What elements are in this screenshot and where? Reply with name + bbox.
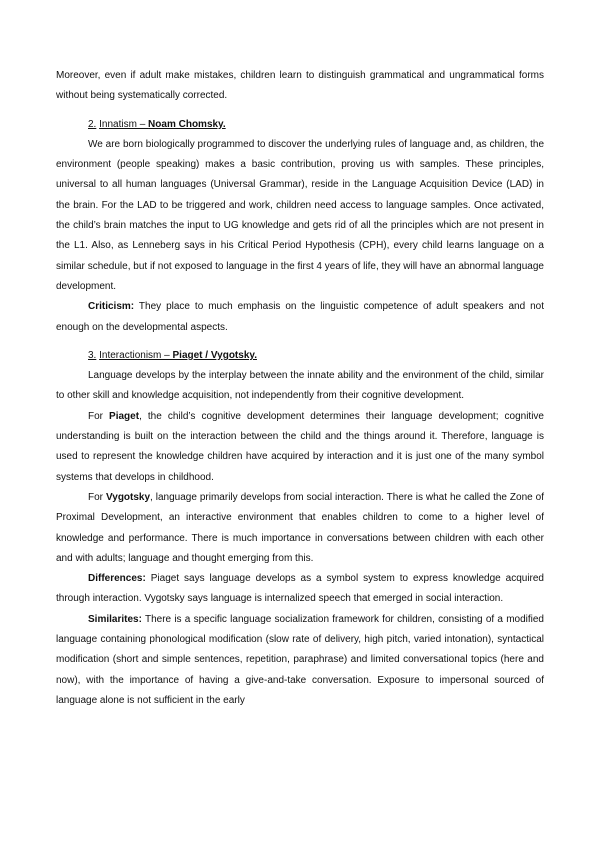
- section-3-number: 3.: [88, 349, 97, 361]
- section-2-title-author: Noam Chomsky.: [148, 118, 226, 130]
- section-3-heading: [56, 346, 544, 366]
- section-3-title: [99, 350, 257, 361]
- similarities-paragraph: [56, 610, 544, 711]
- document-body: [56, 66, 544, 711]
- vygotsky-text: , language primarily develops from social interaction. There is what he called the Zone of Proximal Development, an interactive environment that enables children to come to a higher level of knowledge and performance. There is much importance in conversations between children with each other and with adults; language and thought emerging from this.: [56, 491, 544, 564]
- criticism-paragraph: [56, 297, 544, 338]
- vygotsky-paragraph: [56, 488, 544, 569]
- piaget-name: Piaget: [109, 410, 140, 422]
- section-2-title: [99, 119, 226, 130]
- section-2-title-text: Innatism –: [99, 118, 149, 130]
- vygotsky-prefix: For: [88, 491, 106, 503]
- piaget-paragraph: [56, 407, 544, 488]
- criticism-text: They place to much emphasis on the linguistic competence of adult speakers and not enough on the developmental aspects.: [56, 301, 544, 333]
- interactionism-paragraph: Language develops by the interplay between the innate ability and the environment of the child, similar to other skill and knowledge acquisition, not independently from their cognitive development.: [56, 370, 544, 402]
- differences-paragraph: [56, 569, 544, 610]
- similarities-label: Similarites:: [88, 613, 142, 625]
- vygotsky-name: Vygotsky: [105, 491, 151, 503]
- differences-text: Piaget says language develops as a symbol system to express knowledge acquired through interaction. Vygotsky says language is internalized speech that emerged in social interaction.: [56, 573, 544, 605]
- innatism-paragraph: We are born biologically programmed to discover the underlying rules of language and, as children, the environment (people speaking) makes a basic contribution, proving us with samples. These principles, universal to all human languages (Universal Grammar), reside in the Language Acquisition Device (LAD) in the brain. For the LAD to be triggered and work, children need access to language samples. Once activated, the child’s brain matches the input to UG knowledge and gets rid of all the principles which are not present in the L1. Also, as Lenneberg says in his Critical Period Hypothesis (CPH), every child learns language on a similar schedule, but if not exposed to language in the first 4 years of life, they will have an abnormal language development.: [56, 138, 544, 292]
- section-2-number: 2.: [88, 118, 97, 130]
- differences-label: Differences:: [88, 573, 146, 585]
- section-2-heading: [56, 115, 544, 135]
- section-3-title-text: Interactionism –: [99, 349, 173, 361]
- similarities-text: There is a specific language socialization framework for children, consisting of a modified language containing phonological modification (slow rate of delivery, high pitch, varied intonation), syntactical modification (short and simple sentences, repetition, paraphrase) and limited conversational topics (here and now), with the importance of having a give-and-take conversation. Exposure to impersonal sourced of language alone is not sufficient in the early: [56, 613, 544, 706]
- intro-paragraph: Moreover, even if adult make mistakes, children learn to distinguish grammatical and ungrammatical forms without being systematically corrected.: [56, 70, 544, 102]
- criticism-label: Criticism:: [88, 301, 135, 313]
- piaget-prefix: For: [88, 410, 110, 422]
- piaget-text: , the child’s cognitive development determines their language development; cognitive understanding is built on the interaction between the child and the things around it. Therefore, language is used to represent the knowledge children have acquired by interaction and it is just one of the many symbol systems that develops in childhood.: [56, 410, 544, 483]
- section-3-title-authors: Piaget / Vygotsky.: [172, 349, 257, 361]
